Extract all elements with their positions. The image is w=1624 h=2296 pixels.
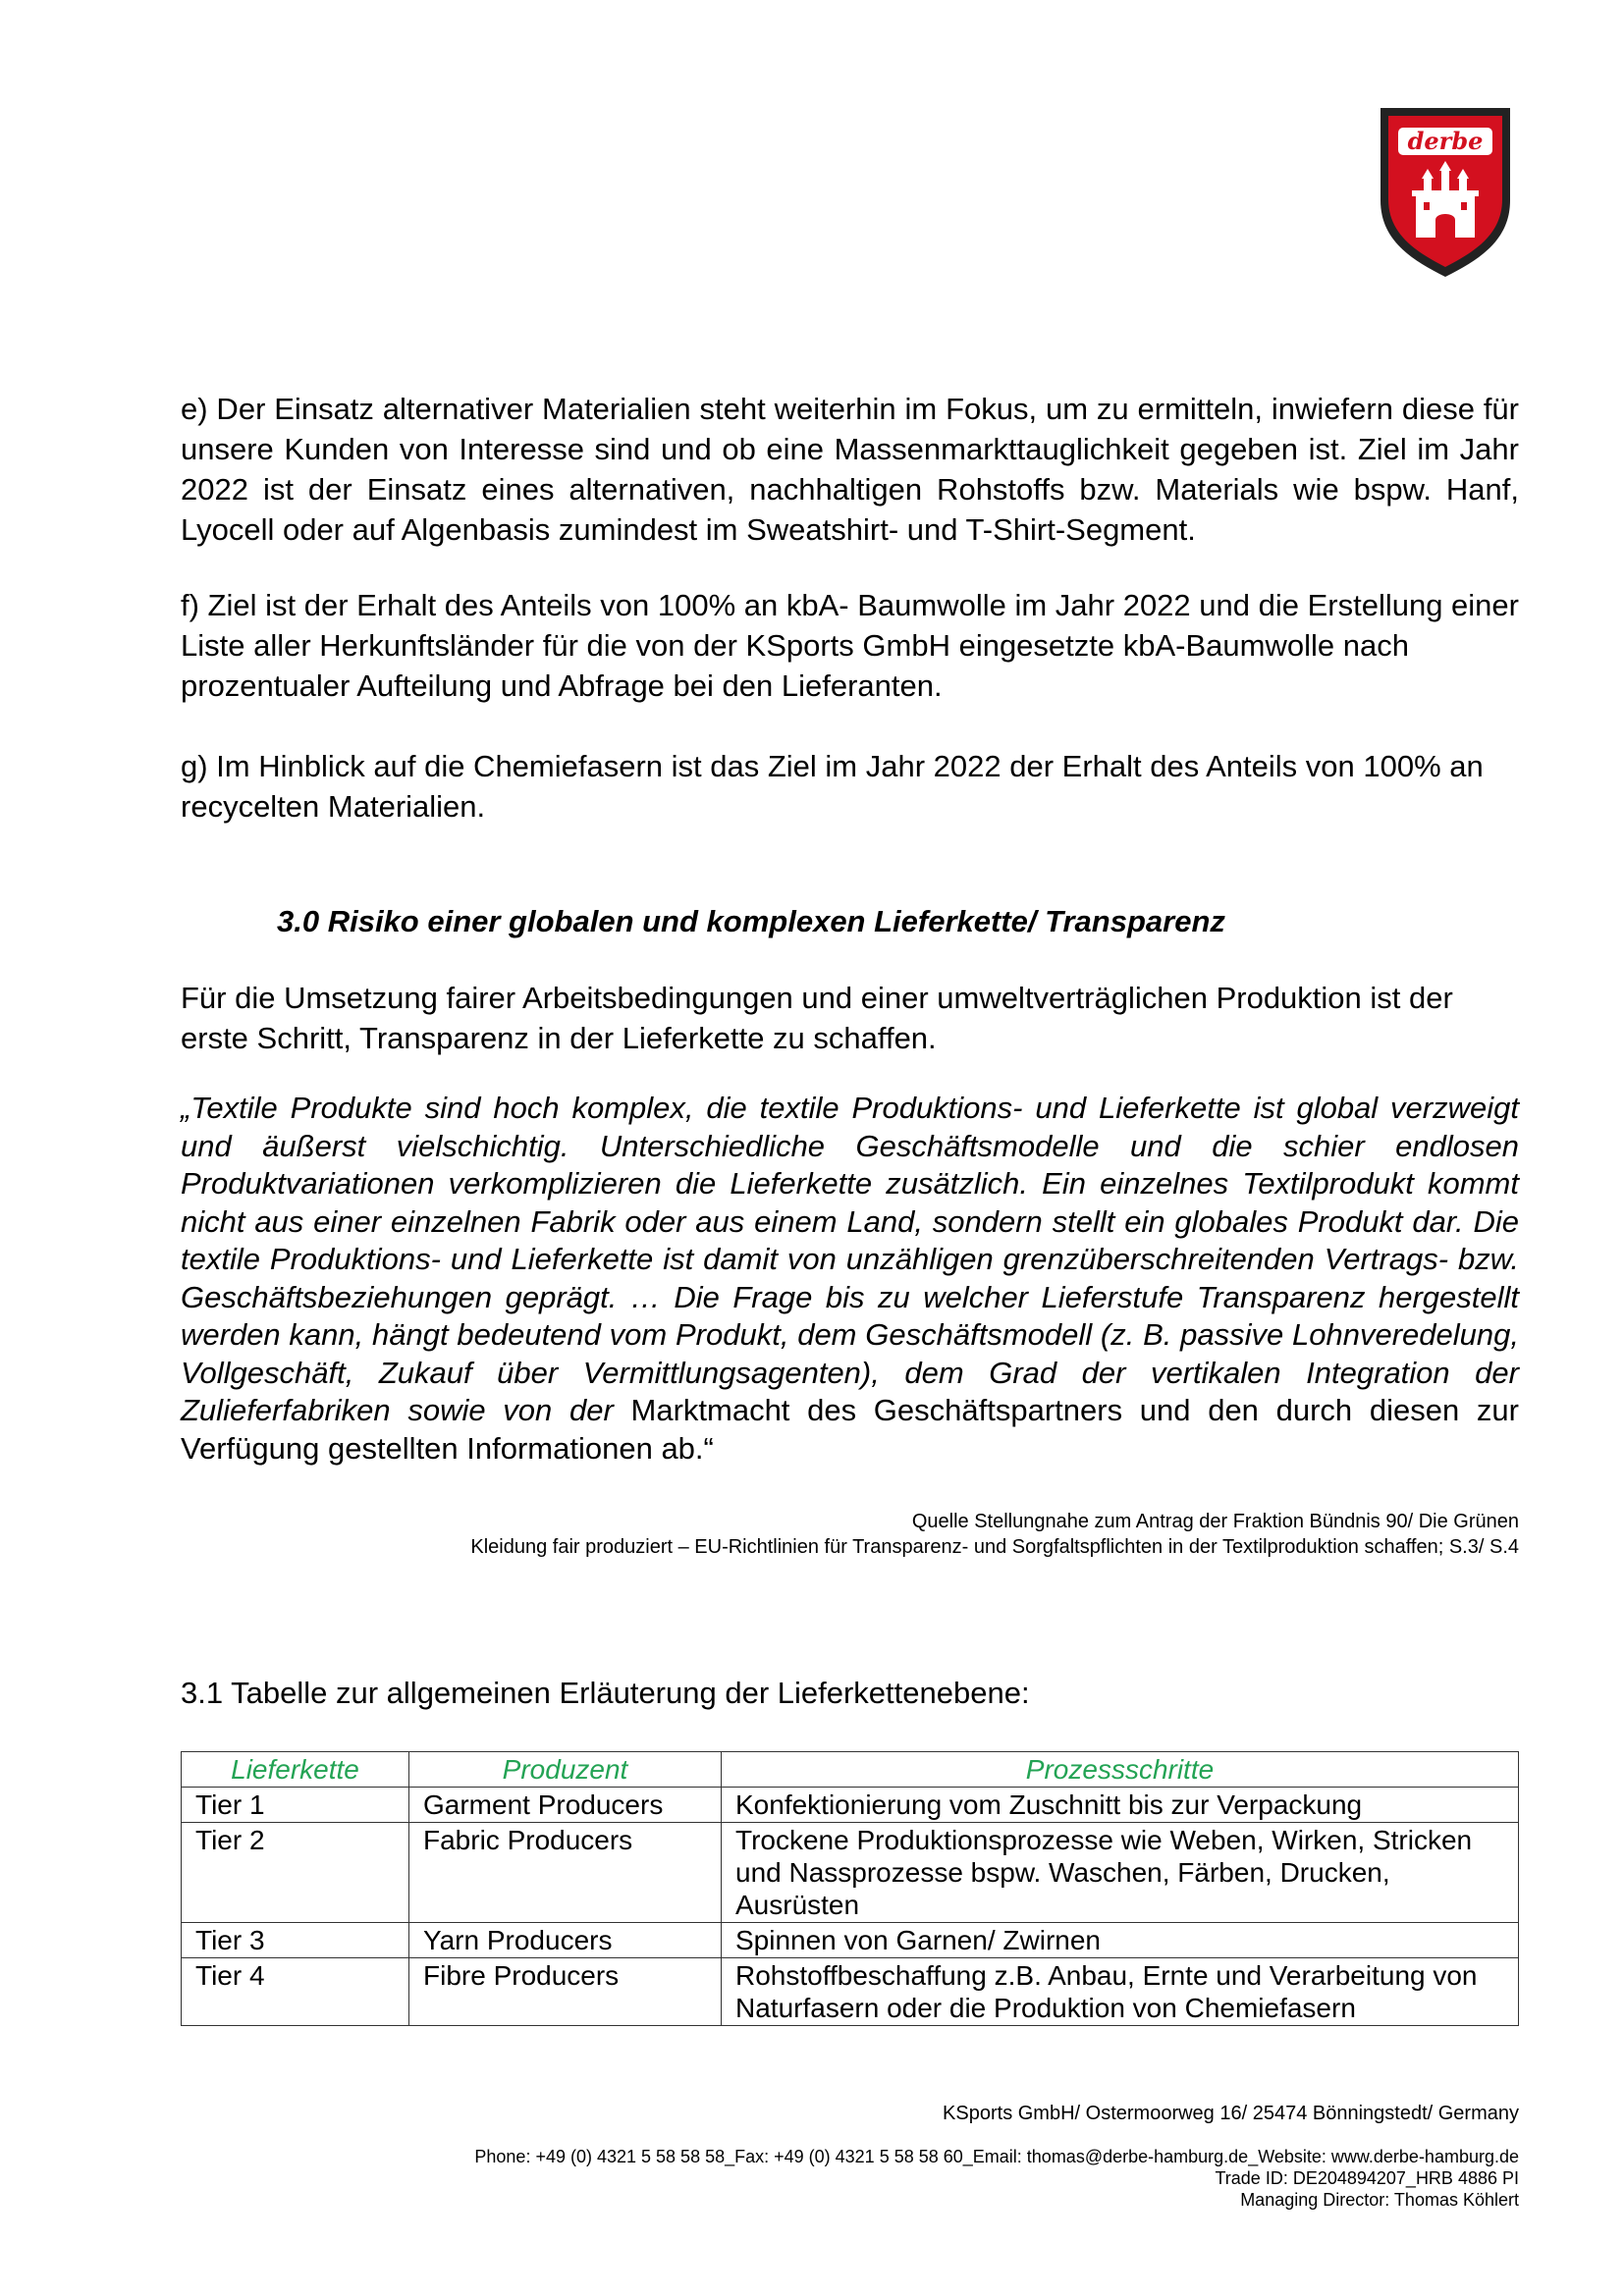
footer-address: KSports GmbH/ Ostermoorweg 16/ 25474 Bönningstedt/ Germany [943, 2103, 1519, 2124]
cell-process: Spinnen von Garnen/ Zwirnen [722, 1923, 1519, 1958]
footer-director: Managing Director: Thomas Köhlert [1240, 2190, 1519, 2210]
quote-block [181, 1090, 1519, 1468]
derbe-logo [1377, 104, 1514, 279]
header-prozessschritte: Prozessschritte [722, 1752, 1519, 1788]
header-produzent: Produzent [409, 1752, 722, 1788]
shield-logo-icon [1377, 104, 1514, 279]
footer-contact: Phone: +49 (0) 4321 5 58 58 58_Fax: +49 (0) 4321 5 58 58 60_Email: thomas@derbe-hamburg.de_Website: www.derbe-hamburg.de [474, 2147, 1519, 2166]
quote-italic-text: „Textile Produkte sind hoch komplex, die textile Produktions- und Lieferkette ist global verzweigt und äußerst vielschichtig. Unterschiedliche Geschäftsmodelle und die schier endlosen Produktvariationen verkomplizieren die Lieferkette zusätzlich. Ein einzelnes Textilprodukt kommt nicht aus einer einzelnen Fabrik oder aus einem Land, sondern stellt ein globales Produkt dar. Die textile Produktions- und Lieferkette ist damit von unzähligen grenzüberschreitenden Vertrags- bzw. Geschäftsbeziehungen geprägt. … Die Frage bis zu welcher Lieferstufe Transparenz hergestellt werden kann, hängt bedeutend vom Produkt, dem Geschäftsmodell (z. B. passive Lohnveredelung, Vollgeschäft, Zukauf über Vermittlungsagenten), dem Grad der vertikalen Integration der Zulieferfabriken sowie von der [181, 1091, 1519, 1427]
table-row [182, 1958, 1519, 2026]
header-lieferkette: Lieferkette [182, 1752, 409, 1788]
cell-tier: Tier 1 [182, 1788, 409, 1823]
cell-tier: Tier 2 [182, 1823, 409, 1923]
cell-tier: Tier 4 [182, 1958, 409, 2026]
quote-source-line-1: Quelle Stellungnahe zum Antrag der Fraktion Bündnis 90/ Die Grünen [911, 1511, 1519, 1532]
quote-normal-text: Marktmacht des Geschäftspartners und den durch diesen zur Verfügung gestellten Informationen ab.“ [181, 1393, 1519, 1466]
paragraph-g: g) Im Hinblick auf die Chemiefasern ist das Ziel im Jahr 2022 der Erhalt des Anteils von 100% an recycelten Materialien. [181, 749, 1484, 824]
cell-producer: Garment Producers [409, 1788, 722, 1823]
logo-wordmark: derbe [1407, 127, 1484, 155]
table-row [182, 1788, 1519, 1823]
cell-producer: Fibre Producers [409, 1958, 722, 2026]
cell-process: Trockene Produktionsprozesse wie Weben, Wirken, Stricken und Nassprozesse bspw. Waschen, Färben, Drucken, Ausrüsten [722, 1823, 1519, 1923]
table-header-row [182, 1752, 1519, 1788]
quote-source-line-2: Kleidung fair produziert – EU-Richtlinien für Transparenz- und Sorgfaltspflichten in der Textilproduktion schaffen; S.3/ S.4 [470, 1536, 1519, 1558]
paragraph-f: f) Ziel ist der Erhalt des Anteils von 100% an kbA- Baumwolle im Jahr 2022 und die Erstellung einer Liste aller Herkunftsländer für die von der KSports GmbH eingesetzte kbA-Baumwolle nach prozentualer Aufteilung und Abfrage bei den Lieferanten. [181, 588, 1519, 703]
cell-process: Rohstoffbeschaffung z.B. Anbau, Ernte und Verarbeitung von Naturfasern oder die Produktion von Chemiefasern [722, 1958, 1519, 2026]
table-row [182, 1823, 1519, 1923]
section-intro: Für die Umsetzung fairer Arbeitsbedingungen und einer umweltverträglichen Produktion ist der erste Schritt, Transparenz in der Lieferkette zu schaffen. [181, 981, 1453, 1055]
paragraph-e: e) Der Einsatz alternativer Materialien steht weiterhin im Fokus, um zu ermitteln, inwiefern diese für unsere Kunden von Interesse sind und ob eine Massenmarkttauglichkeit gegeben ist. Ziel im Jahr 2022 ist der Einsatz eines alternativen, nachhaltigen Rohstoffs bzw. Materials wie bspw. Hanf, Lyocell oder auf Algenbasis zumindest im Sweatshirt- und T-Shirt-Segment. [181, 392, 1519, 547]
table-caption: 3.1 Tabelle zur allgemeinen Erläuterung der Lieferkettenebene: [181, 1676, 1030, 1710]
cell-process: Konfektionierung vom Zuschnitt bis zur Verpackung [722, 1788, 1519, 1823]
cell-producer: Fabric Producers [409, 1823, 722, 1923]
cell-producer: Yarn Producers [409, 1923, 722, 1958]
cell-tier: Tier 3 [182, 1923, 409, 1958]
footer-trade-id: Trade ID: DE204894207_HRB 4886 PI [1215, 2168, 1519, 2188]
table-row [182, 1923, 1519, 1958]
section-heading: 3.0 Risiko einer globalen und komplexen Lieferkette/ Transparenz [277, 904, 1225, 938]
supply-chain-table [181, 1751, 1519, 2026]
